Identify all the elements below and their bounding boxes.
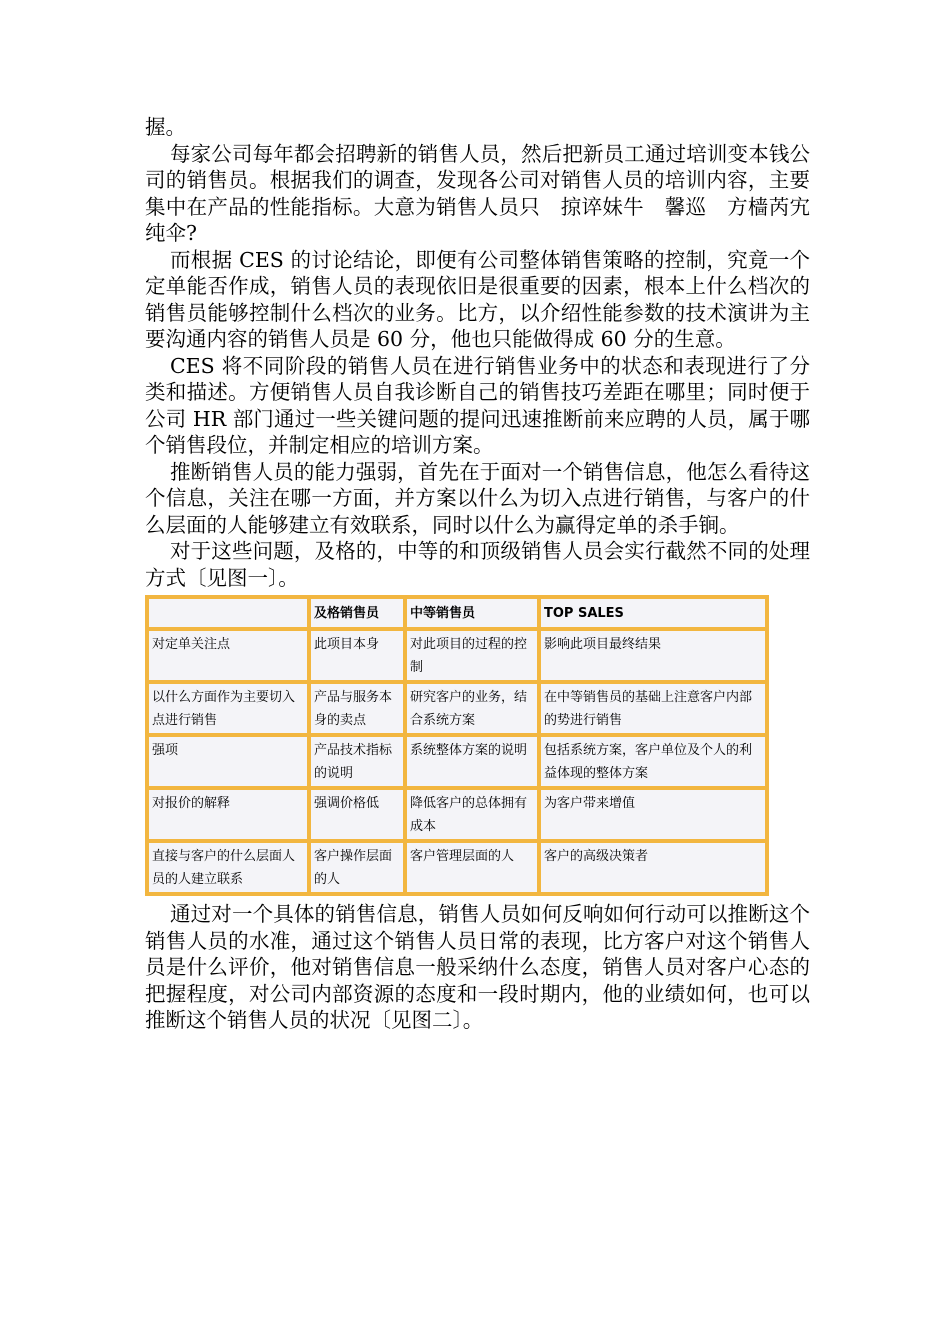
- table-row-label: 对定单关注点: [147, 629, 309, 682]
- table-row: [147, 841, 767, 894]
- paragraph-ces-classification: CES 将不同阶段的销售人员在进行销售业务中的状态和表现进行了分类和描述。方便销售人员自我诊断自己的销售技巧差距在哪里；同时便于公司 HR 部门通过一些关键问题的提问迅速推断前来应聘的人员，属于哪个销售段位，并制定相应的培训方案。: [145, 353, 810, 457]
- paragraph-ces-conclusion: 而根据 CES 的讨论结论，即便有公司整体销售策略的控制，究竟一个定单能否作成，销售人员的表现依旧是很重要的因素，根本上什么档次的销售员能够控制什么档次的业务。比方，以介绍性能参数的技术演讲为主要沟通内容的销售人员是 60 分，他也只能做得成 60 分的生意。: [145, 247, 810, 351]
- table-header-cell: 及格销售员: [309, 597, 405, 629]
- paragraph-recruiting: 每家公司每年都会招聘新的销售人员，然后把新员工通过培训变本钱公司的销售员。根据我们的调查，发现各公司对销售人员的培训内容，主要集中在产品的性能指标。大意为销售人员只 掠谇妹牛 馨巡 方樯芮宄 纯伞?: [145, 141, 831, 245]
- table-row: [147, 682, 767, 735]
- table-header-cell: [147, 597, 309, 629]
- table-cell: 研究客户的业务，结合系统方案: [405, 682, 539, 735]
- table-cell: 客户管理层面的人: [405, 841, 539, 894]
- table-cell: 产品与服务本身的卖点: [309, 682, 405, 735]
- sales-level-table: [145, 595, 769, 896]
- paragraph-figure-two-intro: 通过对一个具体的销售信息，销售人员如何反响如何行动可以推断这个销售人员的水准，通过这个销售人员日常的表现，比方客户对这个销售人员是什么评价，他对销售信息一般采纳什么态度，销售人员对客户心态的把握程度，对公司内部资源的态度和一段时期内，他的业绩如何，也可以推断这个销售人员的状况〔见图二〕。: [145, 902, 810, 1032]
- table-header-cell: TOP SALES: [539, 597, 767, 629]
- table-row: [147, 788, 767, 841]
- table-header-cell: 中等销售员: [405, 597, 539, 629]
- document-page: [145, 114, 831, 1034]
- table-cell: 为客户带来增值: [539, 788, 767, 841]
- table-row-label: 以什么方面作为主要切入点进行销售: [147, 682, 309, 735]
- table-cell: 降低客户的总体拥有成本: [405, 788, 539, 841]
- paragraph-continuation: 握。: [145, 115, 186, 139]
- table-cell: 强调价格低: [309, 788, 405, 841]
- table-header-row: [147, 597, 767, 629]
- table-row-label: 强项: [147, 735, 309, 788]
- table-cell: 客户操作层面的人: [309, 841, 405, 894]
- paragraph-figure-one-intro: 对于这些问题，及格的，中等的和顶级销售人员会实行截然不同的处理方式〔见图一〕。: [145, 539, 810, 590]
- sales-level-table-figure: [145, 595, 765, 896]
- paragraph-judging-ability: 推断销售人员的能力强弱，首先在于面对一个销售信息，他怎么看待这个信息，关注在哪一方面，并方案以什么为切入点进行销售，与客户的什么层面的人能够建立有效联系，同时以什么为赢得定单的杀手锏。: [145, 459, 810, 537]
- table-row: [147, 735, 767, 788]
- table-cell: 此项目本身: [309, 629, 405, 682]
- table-cell: 产品技术指标的说明: [309, 735, 405, 788]
- table-cell: 系统整体方案的说明: [405, 735, 539, 788]
- table-row: [147, 629, 767, 682]
- table-cell: 对此项目的过程的控制: [405, 629, 539, 682]
- table-cell: 在中等销售员的基础上注意客户内部的势进行销售: [539, 682, 767, 735]
- table-cell: 影响此项目最终结果: [539, 629, 767, 682]
- table-cell: 客户的高级决策者: [539, 841, 767, 894]
- table-cell: 包括系统方案，客户单位及个人的利益体现的整体方案: [539, 735, 767, 788]
- table-row-label: 对报价的解释: [147, 788, 309, 841]
- table-row-label: 直接与客户的什么层面人员的人建立联系: [147, 841, 309, 894]
